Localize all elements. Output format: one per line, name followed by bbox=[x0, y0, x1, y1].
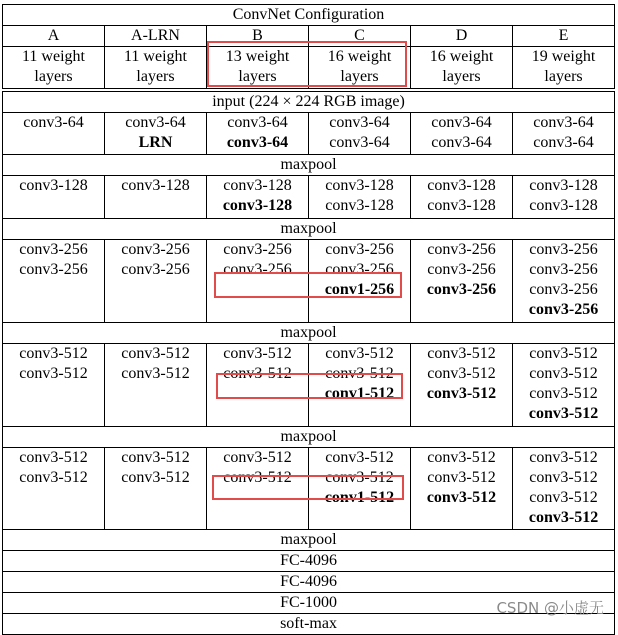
layer-label: conv3-512 bbox=[223, 345, 292, 362]
layer-label: conv3-128 bbox=[529, 177, 598, 194]
layer-label: conv3-64 bbox=[329, 114, 390, 131]
convnet-config-table bbox=[2, 4, 615, 635]
depth-line: 16 weight bbox=[327, 48, 392, 65]
maxpool-layer: maxpool bbox=[3, 427, 615, 448]
layer-label: conv3-128 bbox=[222, 197, 293, 214]
layer-label: conv3-512 bbox=[325, 365, 394, 382]
layer-label: conv3-512 bbox=[528, 405, 599, 422]
layer-label: conv3-256 bbox=[426, 281, 497, 298]
depth-line: layers bbox=[544, 68, 583, 85]
layer-label: conv1-512 bbox=[324, 489, 395, 506]
layer-label: conv3-512 bbox=[223, 469, 292, 486]
layer-label: conv3-512 bbox=[427, 449, 496, 466]
conv-block-cell bbox=[105, 344, 207, 427]
layer-label: conv3-256 bbox=[121, 241, 190, 258]
conv-block-cell bbox=[105, 176, 207, 219]
layer-label: conv3-512 bbox=[529, 449, 598, 466]
layer-label: conv3-512 bbox=[427, 345, 496, 362]
column-letter: A-LRN bbox=[105, 26, 207, 47]
layer-label: conv3-256 bbox=[529, 281, 598, 298]
layer-label: conv3-256 bbox=[19, 261, 88, 278]
depth-line: layers bbox=[442, 68, 481, 85]
conv-block-cell bbox=[207, 113, 309, 155]
layer-label: conv3-256 bbox=[121, 261, 190, 278]
column-depth bbox=[411, 47, 513, 89]
conv-block-cell bbox=[411, 344, 513, 427]
conv-block-cell bbox=[411, 176, 513, 219]
depth-line: 19 weight bbox=[531, 48, 596, 65]
layer-label: conv3-512 bbox=[529, 469, 598, 486]
layer-label: conv3-128 bbox=[427, 177, 496, 194]
layer-label: conv3-512 bbox=[121, 345, 190, 362]
layer-label: conv3-512 bbox=[19, 345, 88, 362]
layer-label: conv3-256 bbox=[223, 261, 292, 278]
layer-label: conv3-64 bbox=[226, 134, 289, 151]
layer-label: conv3-512 bbox=[427, 365, 496, 382]
layer-label: conv3-256 bbox=[325, 261, 394, 278]
conv-block-cell bbox=[207, 176, 309, 219]
column-depth bbox=[3, 47, 105, 89]
column-letter: E bbox=[513, 26, 615, 47]
column-letter: C bbox=[309, 26, 411, 47]
conv-block-cell bbox=[3, 176, 105, 219]
depth-line: 11 weight bbox=[22, 48, 85, 65]
layer-label: conv3-128 bbox=[427, 197, 496, 214]
conv-block-row bbox=[3, 176, 615, 219]
layer-label: conv3-64 bbox=[227, 114, 288, 131]
layer-label: conv1-512 bbox=[324, 385, 395, 402]
layer-label: conv3-512 bbox=[426, 385, 497, 402]
layer-label: conv3-256 bbox=[529, 261, 598, 278]
maxpool-row bbox=[3, 530, 615, 551]
conv-block-cell bbox=[3, 113, 105, 155]
conv-block-cell bbox=[513, 176, 615, 219]
layer-label: conv3-64 bbox=[431, 114, 492, 131]
layer-label: conv3-512 bbox=[223, 449, 292, 466]
maxpool-layer: maxpool bbox=[3, 530, 615, 551]
layer-label: conv3-64 bbox=[329, 134, 390, 151]
depth-line: 16 weight bbox=[429, 48, 494, 65]
maxpool-layer: maxpool bbox=[3, 219, 615, 240]
maxpool-row bbox=[3, 427, 615, 448]
layer-label: conv3-512 bbox=[19, 365, 88, 382]
layer-label: conv3-512 bbox=[529, 365, 598, 382]
layer-label: conv3-512 bbox=[325, 449, 394, 466]
conv-block-cell bbox=[3, 344, 105, 427]
layer-label: conv3-512 bbox=[529, 345, 598, 362]
conv-block-cell bbox=[105, 448, 207, 530]
layer-label: conv3-64 bbox=[533, 134, 594, 151]
conv-block-cell bbox=[513, 113, 615, 155]
fc-layer: FC-4096 bbox=[3, 572, 615, 593]
column-letter: D bbox=[411, 26, 513, 47]
layer-label: conv3-128 bbox=[223, 177, 292, 194]
layer-label: conv3-64 bbox=[125, 114, 186, 131]
layer-label: conv3-64 bbox=[431, 134, 492, 151]
conv-block-cell bbox=[105, 240, 207, 323]
maxpool-row bbox=[3, 323, 615, 344]
conv-block-cell bbox=[411, 113, 513, 155]
conv-block-cell bbox=[309, 176, 411, 219]
title-row bbox=[3, 5, 615, 26]
layer-label: conv1-256 bbox=[324, 281, 395, 298]
layer-label: conv3-256 bbox=[325, 241, 394, 258]
layer-label: conv3-512 bbox=[19, 449, 88, 466]
table-title: ConvNet Configuration bbox=[3, 5, 615, 26]
depth-line: layers bbox=[340, 68, 379, 85]
depth-line: 13 weight bbox=[225, 48, 290, 65]
layer-label: conv3-64 bbox=[23, 114, 84, 131]
layer-label: conv3-512 bbox=[223, 365, 292, 382]
column-letter: B bbox=[207, 26, 309, 47]
column-depth bbox=[105, 47, 207, 89]
conv-block-cell bbox=[105, 113, 207, 155]
input-row bbox=[3, 92, 615, 113]
fc-row bbox=[3, 572, 615, 593]
fc-layer: FC-4096 bbox=[3, 551, 615, 572]
fc-row bbox=[3, 551, 615, 572]
highlight-box-conv1-256 bbox=[214, 272, 402, 298]
input-layer: input (224 × 224 RGB image) bbox=[3, 92, 615, 113]
layer-label: conv3-256 bbox=[529, 241, 598, 258]
layer-label: conv3-512 bbox=[528, 509, 599, 526]
maxpool-layer: maxpool bbox=[3, 323, 615, 344]
layer-label: conv3-512 bbox=[121, 365, 190, 382]
layer-label: conv3-512 bbox=[426, 489, 497, 506]
softmax-layer: soft-max bbox=[3, 614, 615, 635]
layer-label: conv3-512 bbox=[529, 385, 598, 402]
layer-label: conv3-512 bbox=[121, 469, 190, 486]
conv-block-cell bbox=[3, 240, 105, 323]
conv-block-cell bbox=[3, 448, 105, 530]
conv-block-cell bbox=[411, 240, 513, 323]
conv-block-row bbox=[3, 113, 615, 155]
conv-block-cell bbox=[513, 344, 615, 427]
layer-label: conv3-256 bbox=[427, 261, 496, 278]
maxpool-row bbox=[3, 155, 615, 176]
maxpool-layer: maxpool bbox=[3, 155, 615, 176]
layer-label: conv3-512 bbox=[325, 345, 394, 362]
maxpool-row bbox=[3, 219, 615, 240]
conv-block-cell bbox=[309, 113, 411, 155]
highlight-box-conv1-512-b bbox=[212, 475, 404, 500]
layer-label: conv3-512 bbox=[427, 469, 496, 486]
layer-label: conv3-256 bbox=[427, 241, 496, 258]
depth-line: layers bbox=[136, 68, 175, 85]
layer-label: conv3-128 bbox=[325, 197, 394, 214]
layer-label: conv3-256 bbox=[528, 301, 599, 318]
fc-layer: FC-1000 bbox=[3, 593, 615, 614]
layer-label: conv3-128 bbox=[325, 177, 394, 194]
layer-label: conv3-256 bbox=[223, 241, 292, 258]
depth-line: 11 weight bbox=[124, 48, 187, 65]
layer-label: conv3-256 bbox=[19, 241, 88, 258]
highlight-box-conv1-512-a bbox=[216, 373, 403, 399]
layer-label: conv3-128 bbox=[529, 197, 598, 214]
layer-label: conv3-512 bbox=[121, 449, 190, 466]
layer-label: LRN bbox=[138, 134, 173, 151]
layer-label: conv3-512 bbox=[325, 469, 394, 486]
conv-block-cell bbox=[513, 448, 615, 530]
depth-line: layers bbox=[34, 68, 73, 85]
watermark: CSDN @小虚无 bbox=[496, 599, 604, 617]
highlight-box-header bbox=[207, 41, 407, 87]
conv-block-cell bbox=[411, 448, 513, 530]
depth-line: layers bbox=[238, 68, 277, 85]
conv-block-cell bbox=[513, 240, 615, 323]
column-letter: A bbox=[3, 26, 105, 47]
layer-label: conv3-128 bbox=[121, 177, 190, 194]
layer-label: conv3-64 bbox=[533, 114, 594, 131]
layer-label: conv3-512 bbox=[19, 469, 88, 486]
layer-label: conv3-512 bbox=[529, 489, 598, 506]
layer-label: conv3-128 bbox=[19, 177, 88, 194]
column-depth bbox=[513, 47, 615, 89]
